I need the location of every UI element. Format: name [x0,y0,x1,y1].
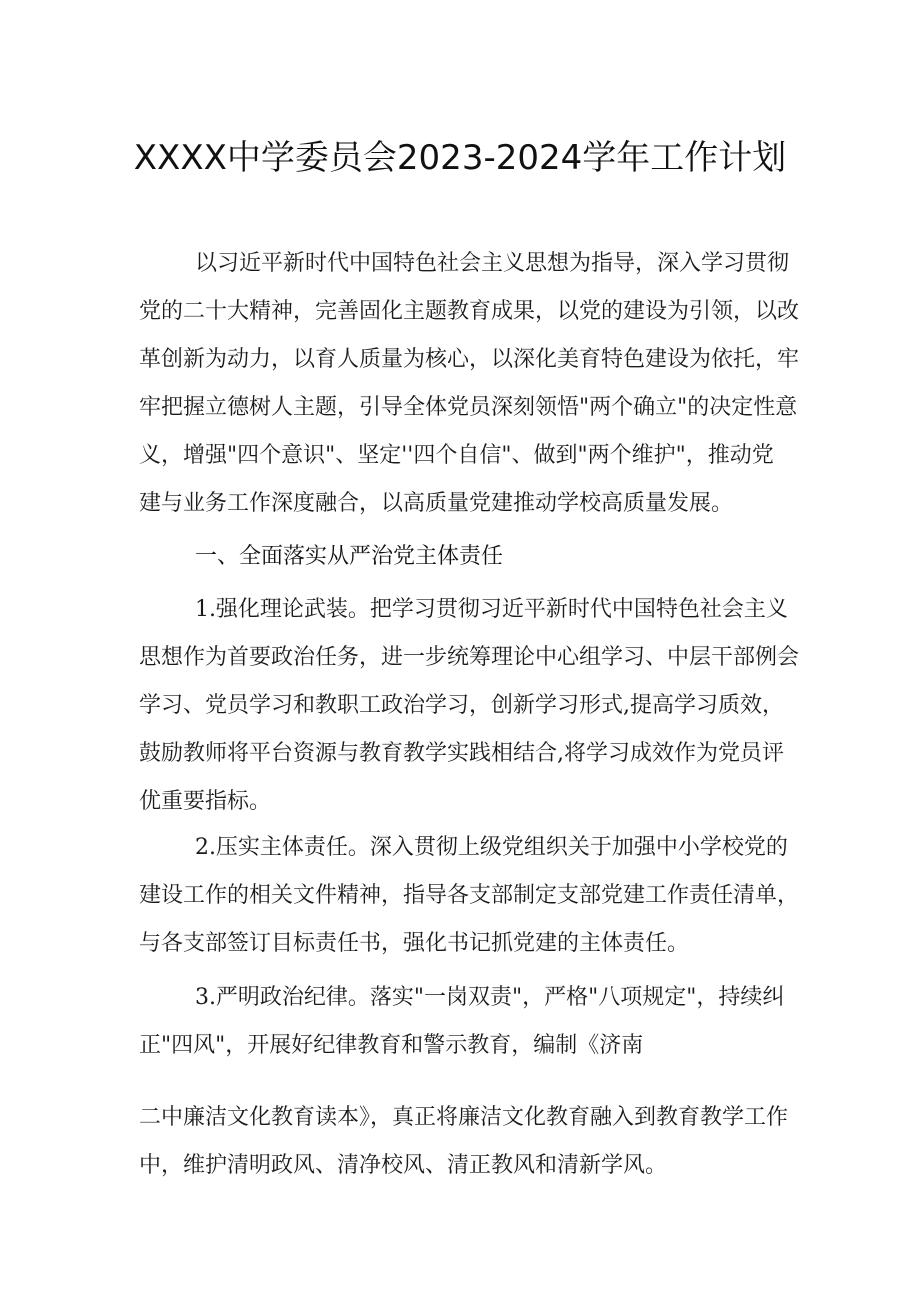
paragraph-line: 以习近平新时代中国特色社会主义思想为指导，深入学习贯彻 [139,251,789,276]
paragraph-line: 1.强化理论武装。把学习贯彻习近平新时代中国特色社会主义 [139,597,788,622]
paragraph-line: 2.压实主体责任。深入贯彻上级党组织关于加强中小学校党的 [139,835,788,860]
paragraph-line: 义，增强"四个意识"、坚定''四个自信"、做到"两个维护"，推动党 [139,443,774,468]
paragraph-line: 优重要指标。 [139,789,272,814]
paragraph-line: 与各支部签订目标责任书，强化书记抓党建的主体责任。 [139,931,690,956]
paragraph-line: 二中廉洁文化教育读本》，真正将廉洁文化教育融入到教育教学工作 [139,1105,789,1130]
paragraph-line: 党的二十大精神，完善固化主题教育成果，以党的建设为引领，以改 [139,299,800,324]
item-3-paragraph [139,974,799,1070]
paragraph-line: 3.严明政治纪律。落实"一岗双责"，严格"八项规定"，持续纠 [139,985,785,1010]
item-3-continued-paragraph [139,1094,799,1190]
paragraph-line: 革创新为动力，以育人质量为核心，以深化美育特色建设为依托，牢 [139,347,800,372]
paragraph-line: 学习、党员学习和教职工政治学习，创新学习形式,提高学习质效， [139,693,784,718]
intro-paragraph [139,240,799,528]
section-heading: 一、全面落实从严治党主体责任 [195,544,504,569]
paragraph-line: 正"四风"，开展好纪律教育和警示教育，编制《济南 [139,1033,644,1058]
item-2-paragraph [139,824,799,968]
paragraph-line: 中，维护清明政风、清净校风、清正教风和清新学风。 [139,1153,668,1178]
paragraph-line: 牢把握立德树人主题，引导全体党员深刻领悟"两个确立"的决定性意 [139,395,798,420]
paragraph-line: 建设工作的相关文件精神，指导各支部制定支部党建工作责任清单， [139,883,800,908]
paragraph-line: 鼓励教师将平台资源与教育教学实践相结合,将学习成效作为党员评 [139,741,784,766]
item-1-paragraph [139,586,799,826]
paragraph-line: 建与业务工作深度融合，以高质量党建推动学校高质量发展。 [139,491,734,516]
document-title: XXXX中学委员会2023-2024学年工作计划 [133,138,787,178]
paragraph-line: 思想作为首要政治任务，进一步统筹理论中心组学习、中层干部例会 [139,645,800,670]
